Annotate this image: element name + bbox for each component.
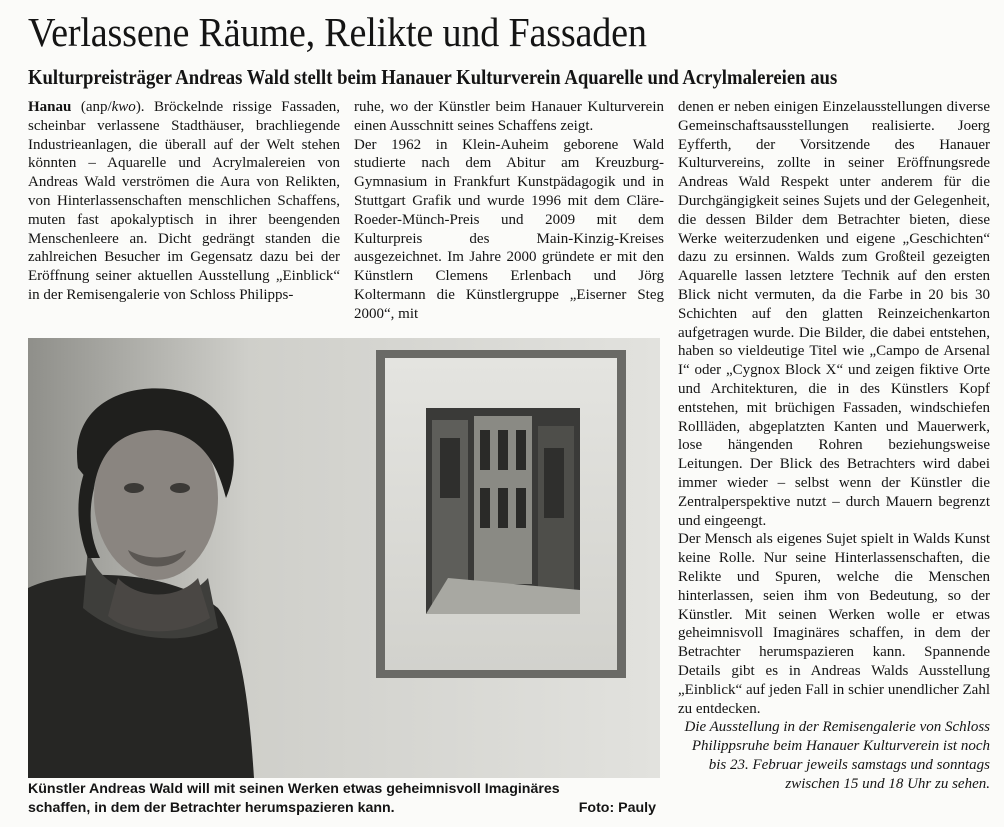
paragraph-text: Bröckelnde rissige Fassaden, scheinbar verlassene Stadthäuser, brachliegende Industrieanlagen, die überall auf der Welt stehen könnten – Aquarelle und Acrylmalereien von Andreas Wald verströmen die Aura von Relikten, von Hinterlassenschaften menschlichen Schaffens, muten fast apokalyptisch in ihrer beengenden Menschenleere an. Dicht gedrängt standen die zahlreichen Besucher im Gegensatz dazu bei der Eröffnung seiner aktuellen Ausstellung „Einblick“ in der Remisengalerie von Schloss Philipps- [28,99,340,303]
article-photo [28,338,660,778]
framed-painting [376,350,626,678]
author-code: kwo [111,99,136,115]
article-column-3 [678,98,990,793]
caption-line: Künstler Andreas Wald will mit seinen Werken etwas geheimnisvoll Imaginäres [28,781,560,797]
photo-artist-with-painting [28,338,660,778]
headline: Verlassene Räume, Relikte und Fassaden [28,9,647,55]
paragraph: denen er neben einigen Einzelausstellungen diverse Gemeinschaftsausstellungen realisierte. Joerg Eyfferth, der Vorsitzende des Hanauer Kulturvereins, zollte in seiner Eröffnungsrede Andreas Wald Respekt unter anderem für die Durchgängigkeit seines Sujets und der Gelegenheit, die dessen Bilder dem Betrachter bieten, diese Werke weiterzudenken und eigene „Geschichten“ dazu zu ersinnen. Walds zum Großteil gezeigten Aquarelle lassen letztere Technik auf den ersten Blick nicht vermuten, da die Farbe in 20 bis 30 Schichten auf den glatten Reinzeichenkarton aufgetragen wurde. Die Bilder, die dabei entstehen, haben so vieldeutige Titel wie „Campo de Arsenal I“ oder „Cygnox Block X“ und zeigen fiktive Orte und Architekturen, die in des Künstlers Kopf entstehen, mit brüchigen Fassaden, windschiefen Rollläden, abgeplatzten Kanten und Mauerwerk, lose hängenden Rohren beziehungsweise Leitungen. Der Blick des Betrachters wird dabei immer wieder – selbst wenn der Künstler die Zentralperspektive nutzt – durch Mauern begrenzt und eingeengt. [678,99,990,529]
byline: (anp/kwo). [71,99,155,115]
subheadline: Kulturpreisträger Andreas Wald stellt beim Hanauer Kulturverein Aquarelle und Acrylmalereien aus [28,65,838,89]
paragraph [28,98,340,305]
exhibition-info: Die Ausstellung in der Remisengalerie von Schloss Philippsruhe beim Hanauer Kulturverein ist noch bis 23. Februar jeweils samstags und sonntags zwischen 15 und 18 Uhr zu sehen. [684,719,990,792]
photo-credit: Foto: Pauly [578,799,656,816]
dateline: Hanau [28,99,72,115]
article-column-2 [354,98,664,324]
paragraph: Der 1962 in Klein-Auheim geborene Wald studierte nach dem Abitur am Kreuzburg-Gymnasium in Frankfurt Kunstpädagogik und in Stuttgart Grafik und wurde 1996 mit dem Cläre-Roeder-Münch-Preis und 2009 mit dem Kulturpreis des Main-Kinzig-Kreises ausgezeichnet. Im Jahre 2000 gründete er mit den Künstlern Clemens Erlenbach und Jörg Koltermann die Künstlergruppe „Eiserner Steg 2000“, mit [354,136,664,322]
caption-line: schaffen, in dem der Betrachter herumspazieren kann. [28,799,395,816]
paragraph: ruhe, wo der Künstler beim Hanauer Kulturverein einen Ausschnitt seines Schaffens zeigt. [354,99,664,134]
article-column-1 [28,98,340,305]
photo-caption [28,780,660,817]
paragraph: Der Mensch als eigenes Sujet spielt in Walds Kunst keine Rolle. Nur seine Hinterlassenschaften, die Relikte und Spuren, welche die Menschen hinterlassen, seien ihm von Bedeutung, so der Künstler. Mit seinen Werken wolle er etwas geheimnisvoll Imaginäres schaffen, in dem der Betrachter herumspazieren kann. Spannende Details gibt es in Andreas Walds Ausstellung „Einblick“ auf jeden Fall in schier unendlicher Zahl zu entdecken. [678,531,990,717]
